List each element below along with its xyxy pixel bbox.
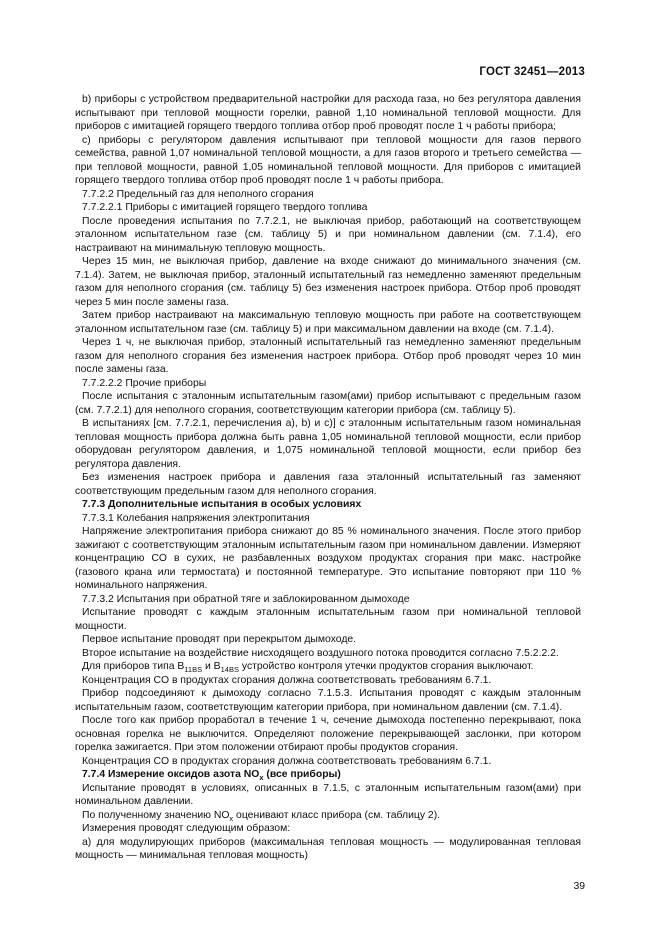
paragraph: После испытания с эталонным испытательным газом(ами) прибор испытывают с предельным газом (см. 7.7.2.1) для неполного сгорания, соответствующим категории прибора (см. таблицу 5). xyxy=(75,391,581,416)
document-header: ГОСТ 32451—2013 xyxy=(479,66,585,78)
subscript: x xyxy=(259,773,264,783)
paragraph: Затем прибор настраивают на максимальную тепловую мощность при работе на соответствующем эталонном испытательном газе (см. таблицу 5) и при максимальном давлении на входе (см. 7.1.4). xyxy=(75,310,581,335)
section-heading xyxy=(75,768,581,782)
subsection-heading: 7.7.3.2 Испытания при обратной тяге и заблокированном дымоходе xyxy=(82,593,410,605)
text-run: По полученному значению NO xyxy=(82,809,230,821)
text-run: устройство контроля утечки продуктов сгорания выключают. xyxy=(238,661,534,672)
subsection-heading: 7.7.2.2.2 Прочие приборы xyxy=(82,377,207,389)
text-run: (все приборы) xyxy=(263,769,341,780)
paragraph: Напряжение электропитания прибора снижают до 85 % номинального значения. После этого прибор зажигают с соответствующим эталонным испытательным газом при номинальном давлении. Измеряют концентрацию CO в сухих, не разбавленных воздухом продуктах сгорания при макс. настройке (газового крана или термостата) и постоянной температуре. Это испытание повторяют при 110 % номинального напряжения. xyxy=(75,526,581,591)
paragraph xyxy=(75,809,581,823)
text-run: и B xyxy=(202,661,221,672)
text-run: Для приборов типа B xyxy=(82,661,185,672)
paragraph: c) приборы с регулятором давления испытывают при тепловой мощности для газов первого семейства, равной 1,07 номинальной тепловой мощности, а для газов второго и третьего семейства — при тепловой мощности, равной 1,05 номинальной тепловой мощности. Для приборов с имитацией горящего твердого топлива отбор проб проводят после 1 ч работы прибора. xyxy=(75,134,581,186)
paragraph: Концентрация CO в продуктах сгорания должна соответствовать требованиям 6.7.1. xyxy=(82,674,492,686)
paragraph xyxy=(75,660,581,674)
subsection-heading: 7.7.2.2.1 Приборы с имитацией горящего твердого топлива xyxy=(82,202,368,213)
paragraph: b) приборы с устройством предварительной настройки для расхода газа, но без регулятора давления испытывают при тепловой мощности горелки, равной 1,10 номинальной тепловой мощности. Для приборов с имитацией горящего твердого топлива отбор проб проводят после 1 ч работы прибора; xyxy=(75,94,581,132)
paragraph: Второе испытание на воздействие нисходящего воздушного потока проводится согласно 7.5.2.2.2. xyxy=(82,647,559,659)
subscript: 14BS xyxy=(220,665,239,675)
paragraph: a) для модулирующих приборов (максимальная тепловая мощность — модулированная тепловая мощность — минимальная тепловая мощность) xyxy=(75,836,581,861)
paragraph: Концентрация CO в продуктах сгорания должна соответствовать требованиям 6.7.1. xyxy=(82,755,492,767)
paragraph: Испытание проводят в условиях, описанных в 7.1.5, с эталонным испытательным газом(ами) при номинальном давлении. xyxy=(75,782,581,807)
subscript: x xyxy=(229,813,234,823)
paragraph: Измерения проводят следующим образом: xyxy=(82,823,291,834)
paragraph: После проведения испытания по 7.7.2.1, не выключая прибор, работающий на соответствующем эталонном испытательном газе (см. таблицу 5) и при номинальном давлении (см. 7.1.4), его настраивают на минимальную тепловую мощность. xyxy=(75,215,581,254)
paragraph: Прибор подсоединяют к дымоходу согласно 7.1.5.3. Испытания проводят с каждым эталонным испытательным газом, соответствующим категории прибора, при номинальном давлении (см. 7.1.4). xyxy=(75,688,581,713)
paragraph: Испытание проводят с каждым эталонным испытательным газом при номинальной тепловой мощности. xyxy=(75,607,581,632)
page-number: 39 xyxy=(573,881,585,892)
paragraph: Через 1 ч, не выключая прибор, эталонный испытательный газ немедленно заменяют предельным газом для неполного сгорания без изменения настроек прибора. Отбор проб проводят через 10 мин после замены газа. xyxy=(75,337,581,375)
paragraph: После того как прибор проработал в течение 1 ч, сечение дымохода постепенно перекрывают, пока основная горелка не выключится. Определяют положение перекрывающей заслонки, при котором горелка зажигается. При этом положении отбирают пробы продуктов сгорания. xyxy=(75,715,581,753)
text-run: оценивают класс прибора (см. таблицу 2). xyxy=(233,809,441,821)
paragraph: Первое испытание проводят при перекрытом дымоходе. xyxy=(82,634,357,645)
paragraph: В испытаниях [см. 7.7.2.1, перечисления a), b) и c)] с эталонным испытательным газом номинальная тепловая мощность прибора должна быть равна 1,05 номинальной тепловой мощности, если прибор оборудован регулятором давления, и 1,075 номинальной тепловой мощности, если прибор без регулятора давления. xyxy=(75,418,581,470)
paragraph: Через 15 мин, не выключая прибор, давление на входе снижают до минимального значения (см. 7.1.4). Затем, не выключая прибор, эталонный испытательный газ немедленно заменяют предельным газом для неполного сгорания (см. таблицу 5) без изменения настроек прибора. Отбор проб проводят через 5 мин после замены газа. xyxy=(75,256,581,308)
section-heading: 7.7.3 Дополнительные испытания в особых условиях xyxy=(82,499,362,510)
subscript: 11BS xyxy=(184,665,203,675)
document-body xyxy=(75,93,581,863)
subsection-heading: 7.7.2.2 Предельный газ для неполного сгорания xyxy=(82,188,314,200)
text-run: 7.7.4 Измерение оксидов азота NO xyxy=(82,769,260,780)
paragraph: Без изменения настроек прибора и давления газа эталонный испытательный газ заменяют соответствующим предельным газом для неполного сгорания. xyxy=(75,472,581,497)
subsection-heading: 7.7.3.1 Колебания напряжения электропитания xyxy=(82,512,310,524)
